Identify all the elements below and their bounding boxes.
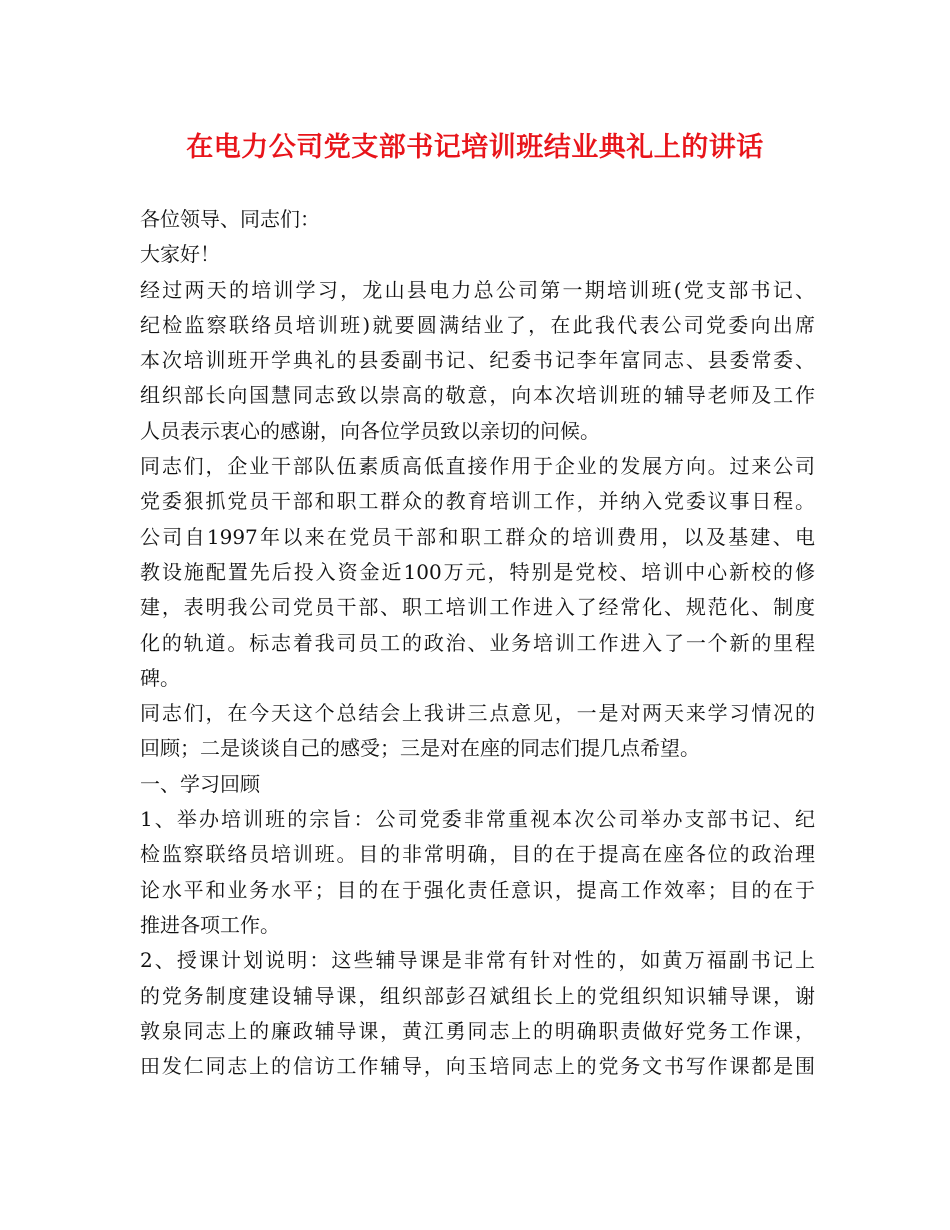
paragraph-line: 建，表明我公司党员干部、职工培训工作进入了经常化、规范化、制度	[140, 595, 815, 620]
paragraph-line: 同志们，在今天这个总结会上我讲三点意见，一是对两天来学习情况的	[140, 701, 815, 726]
paragraph-line: 党委狠抓党员干部和职工群众的教育培训工作，并纳入党委议事日程。	[140, 489, 815, 514]
paragraph-line: 敦泉同志上的廉政辅导课，黄江勇同志上的明确职责做好党务工作课，	[140, 1018, 815, 1043]
paragraph-line: 1、举办培训班的宗旨：公司党委非常重视本次公司举办支部书记、纪	[140, 807, 815, 832]
paragraph-line: 公司自1997年以来在党员干部和职工群众的培训费用，以及基建、电	[140, 524, 815, 549]
paragraph-line: 推进各项工作。	[140, 912, 280, 937]
paragraph-line: 的党务制度建设辅导课，组织部彭召斌组长上的党组织知识辅导课，谢	[140, 983, 815, 1008]
paragraph-line: 2、授课计划说明：这些辅导课是非常有针对性的，如黄万福副书记上	[140, 948, 815, 973]
paragraph-line: 人员表示衷心的感谢，向各位学员致以亲切的问候。	[140, 418, 600, 443]
salutation-line: 各位领导、同志们：	[140, 207, 320, 231]
paragraph-line: 本次培训班开学典礼的县委副书记、纪委书记李年富同志、县委常委、	[140, 348, 815, 373]
document-title: 在电力公司党支部书记培训班结业典礼上的讲话	[186, 132, 764, 163]
paragraph-line: 碑。	[140, 665, 180, 690]
greeting-line: 大家好！	[140, 242, 220, 267]
paragraph-line: 田发仁同志上的信访工作辅导，向玉培同志上的党务文书写作课都是围	[140, 1054, 815, 1079]
paragraph-line: 回顾；二是谈谈自己的感受；三是对在座的同志们提几点希望。	[140, 736, 700, 761]
paragraph-line: 组织部长向国慧同志致以崇高的敬意，向本次培训班的辅导老师及工作	[140, 383, 815, 408]
section-heading: 一、学习回顾	[140, 771, 260, 796]
paragraph-line: 教设施配置先后投入资金近100万元，特别是党校、培训中心新校的修	[140, 559, 815, 584]
paragraph-line: 化的轨道。标志着我司员工的政治、业务培训工作进入了一个新的里程	[140, 630, 815, 655]
paragraph-line: 经过两天的培训学习，龙山县电力总公司第一期培训班(党支部书记、	[140, 277, 815, 302]
paragraph-line: 同志们，企业干部队伍素质高低直接作用于企业的发展方向。过来公司	[140, 454, 815, 479]
paragraph-line: 检监察联络员培训班。目的非常明确，目的在于提高在座各位的政治理	[140, 842, 815, 867]
document-body	[140, 202, 815, 1084]
paragraph-line: 论水平和业务水平；目的在于强化责任意识，提高工作效率；目的在于	[140, 877, 815, 902]
paragraph-line: 纪检监察联络员培训班)就要圆满结业了，在此我代表公司党委向出席	[140, 312, 815, 337]
